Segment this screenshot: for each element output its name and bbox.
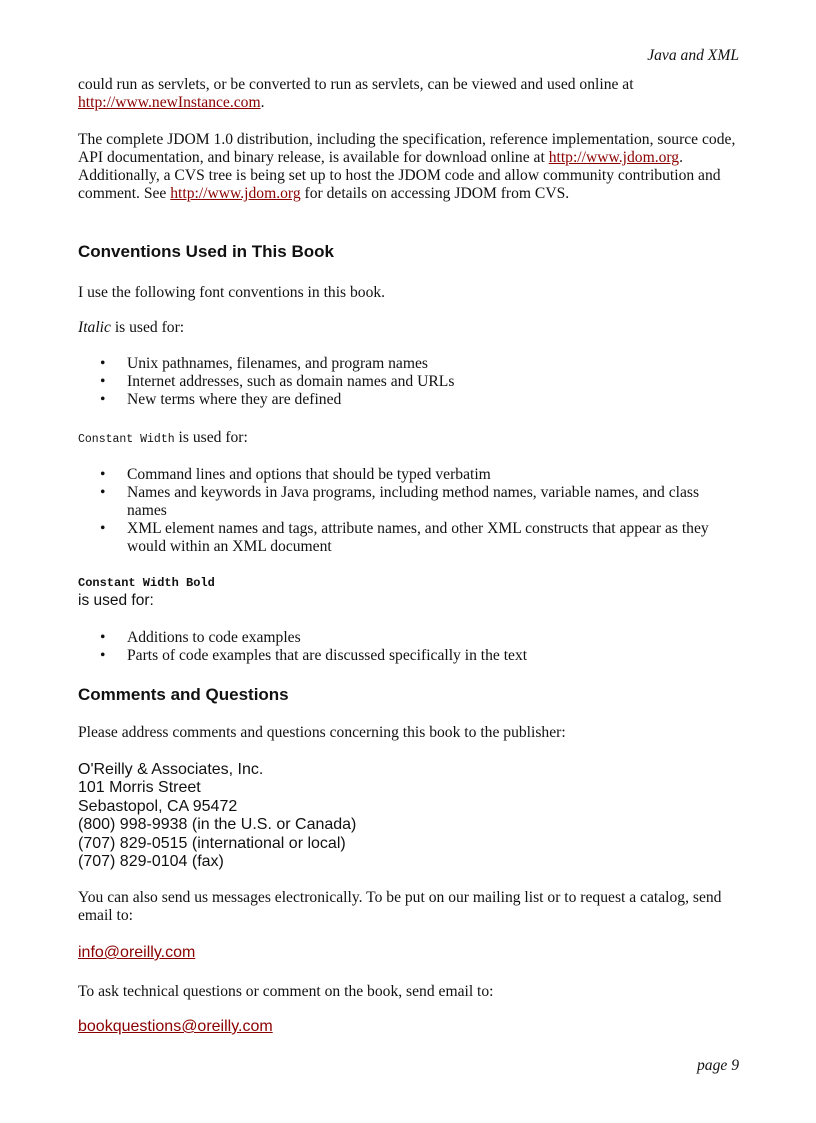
constant-width-bold-suffix: is used for:: [78, 592, 154, 609]
list-item: • XML element names and tags, attribute names, and other XML constructs that appear as they would within an XML document: [78, 520, 740, 556]
constant-width-label-line: [78, 429, 740, 449]
constant-width-uses-list: [78, 466, 740, 556]
intro-p1-text: could run as servlets, or be converted to run as servlets, can be viewed and used online at: [78, 76, 634, 93]
info-email-link[interactable]: info@oreilly.com: [78, 944, 196, 961]
intro-p2-text3: for details on accessing JDOM from CVS.: [304, 185, 570, 202]
page-number: page 9: [696, 1057, 739, 1074]
comments-intro: Please address comments and questions concerning this book to the publisher:: [78, 724, 566, 741]
jdom-link-1[interactable]: http://www.jdom.org: [548, 149, 680, 166]
intro-p2-text1: The complete JDOM 1.0 distribution, including the specification, reference implementation, source code, API documentation, and binary release, is available for download online at: [78, 131, 736, 166]
jdom-link-2[interactable]: http://www.jdom.org: [170, 185, 301, 202]
address-line: (707) 829-0104 (fax): [78, 853, 224, 871]
list-item: • Additions to code examples: [78, 629, 740, 647]
constant-width-label: Constant Width: [78, 433, 175, 446]
running-header: Java and XML: [647, 47, 739, 64]
publisher-address: [78, 761, 740, 871]
intro-paragraph-1: [78, 76, 740, 112]
newinstance-link[interactable]: http://www.newInstance.com: [78, 94, 261, 111]
intro-p1-end: .: [260, 94, 265, 111]
constant-width-bold-uses-list: [78, 629, 740, 665]
constant-width-suffix: is used for:: [178, 429, 248, 446]
list-item: • New terms where they are defined: [78, 391, 740, 409]
constant-width-bold-label: Constant Width Bold: [78, 576, 215, 590]
address-line: Sebastopol, CA 95472: [78, 797, 238, 815]
list-item: • Parts of code examples that are discussed specifically in the text: [78, 647, 740, 665]
bookquestions-email-link[interactable]: bookquestions@oreilly.com: [78, 1018, 273, 1035]
address-line: O'Reilly & Associates, Inc.: [78, 761, 264, 778]
italic-label: Italic: [78, 319, 111, 336]
list-item: • Command lines and options that should be typed verbatim: [78, 466, 740, 484]
address-line: (707) 829-0515 (international or local): [78, 834, 346, 852]
comments-heading: Comments and Questions: [78, 685, 289, 704]
intro-paragraph-2: [78, 131, 740, 203]
address-line: (800) 998-9938 (in the U.S. or Canada): [78, 816, 357, 834]
list-item: • Unix pathnames, filenames, and program names: [78, 355, 740, 373]
italic-suffix: is used for:: [114, 319, 185, 336]
electronic-contact-paragraph: You can also send us messages electronically. To be put on our mailing list or to request a catalog, send email to:: [78, 889, 722, 924]
italic-label-line: [78, 319, 740, 337]
conventions-heading: Conventions Used in This Book: [78, 242, 334, 261]
technical-contact-paragraph: To ask technical questions or comment on the book, send email to:: [78, 983, 494, 1000]
address-line: 101 Morris Street: [78, 779, 201, 797]
conventions-intro: I use the following font conventions in this book.: [78, 284, 386, 301]
list-item: • Names and keywords in Java programs, including method names, variable names, and class names: [78, 484, 740, 520]
intro-p2-text2: . Additionally, a CVS tree is being set up to host the JDOM code and allow community contribution and comment. See: [78, 149, 721, 202]
italic-uses-list: [78, 355, 740, 409]
list-item: • Internet addresses, such as domain names and URLs: [78, 373, 740, 391]
